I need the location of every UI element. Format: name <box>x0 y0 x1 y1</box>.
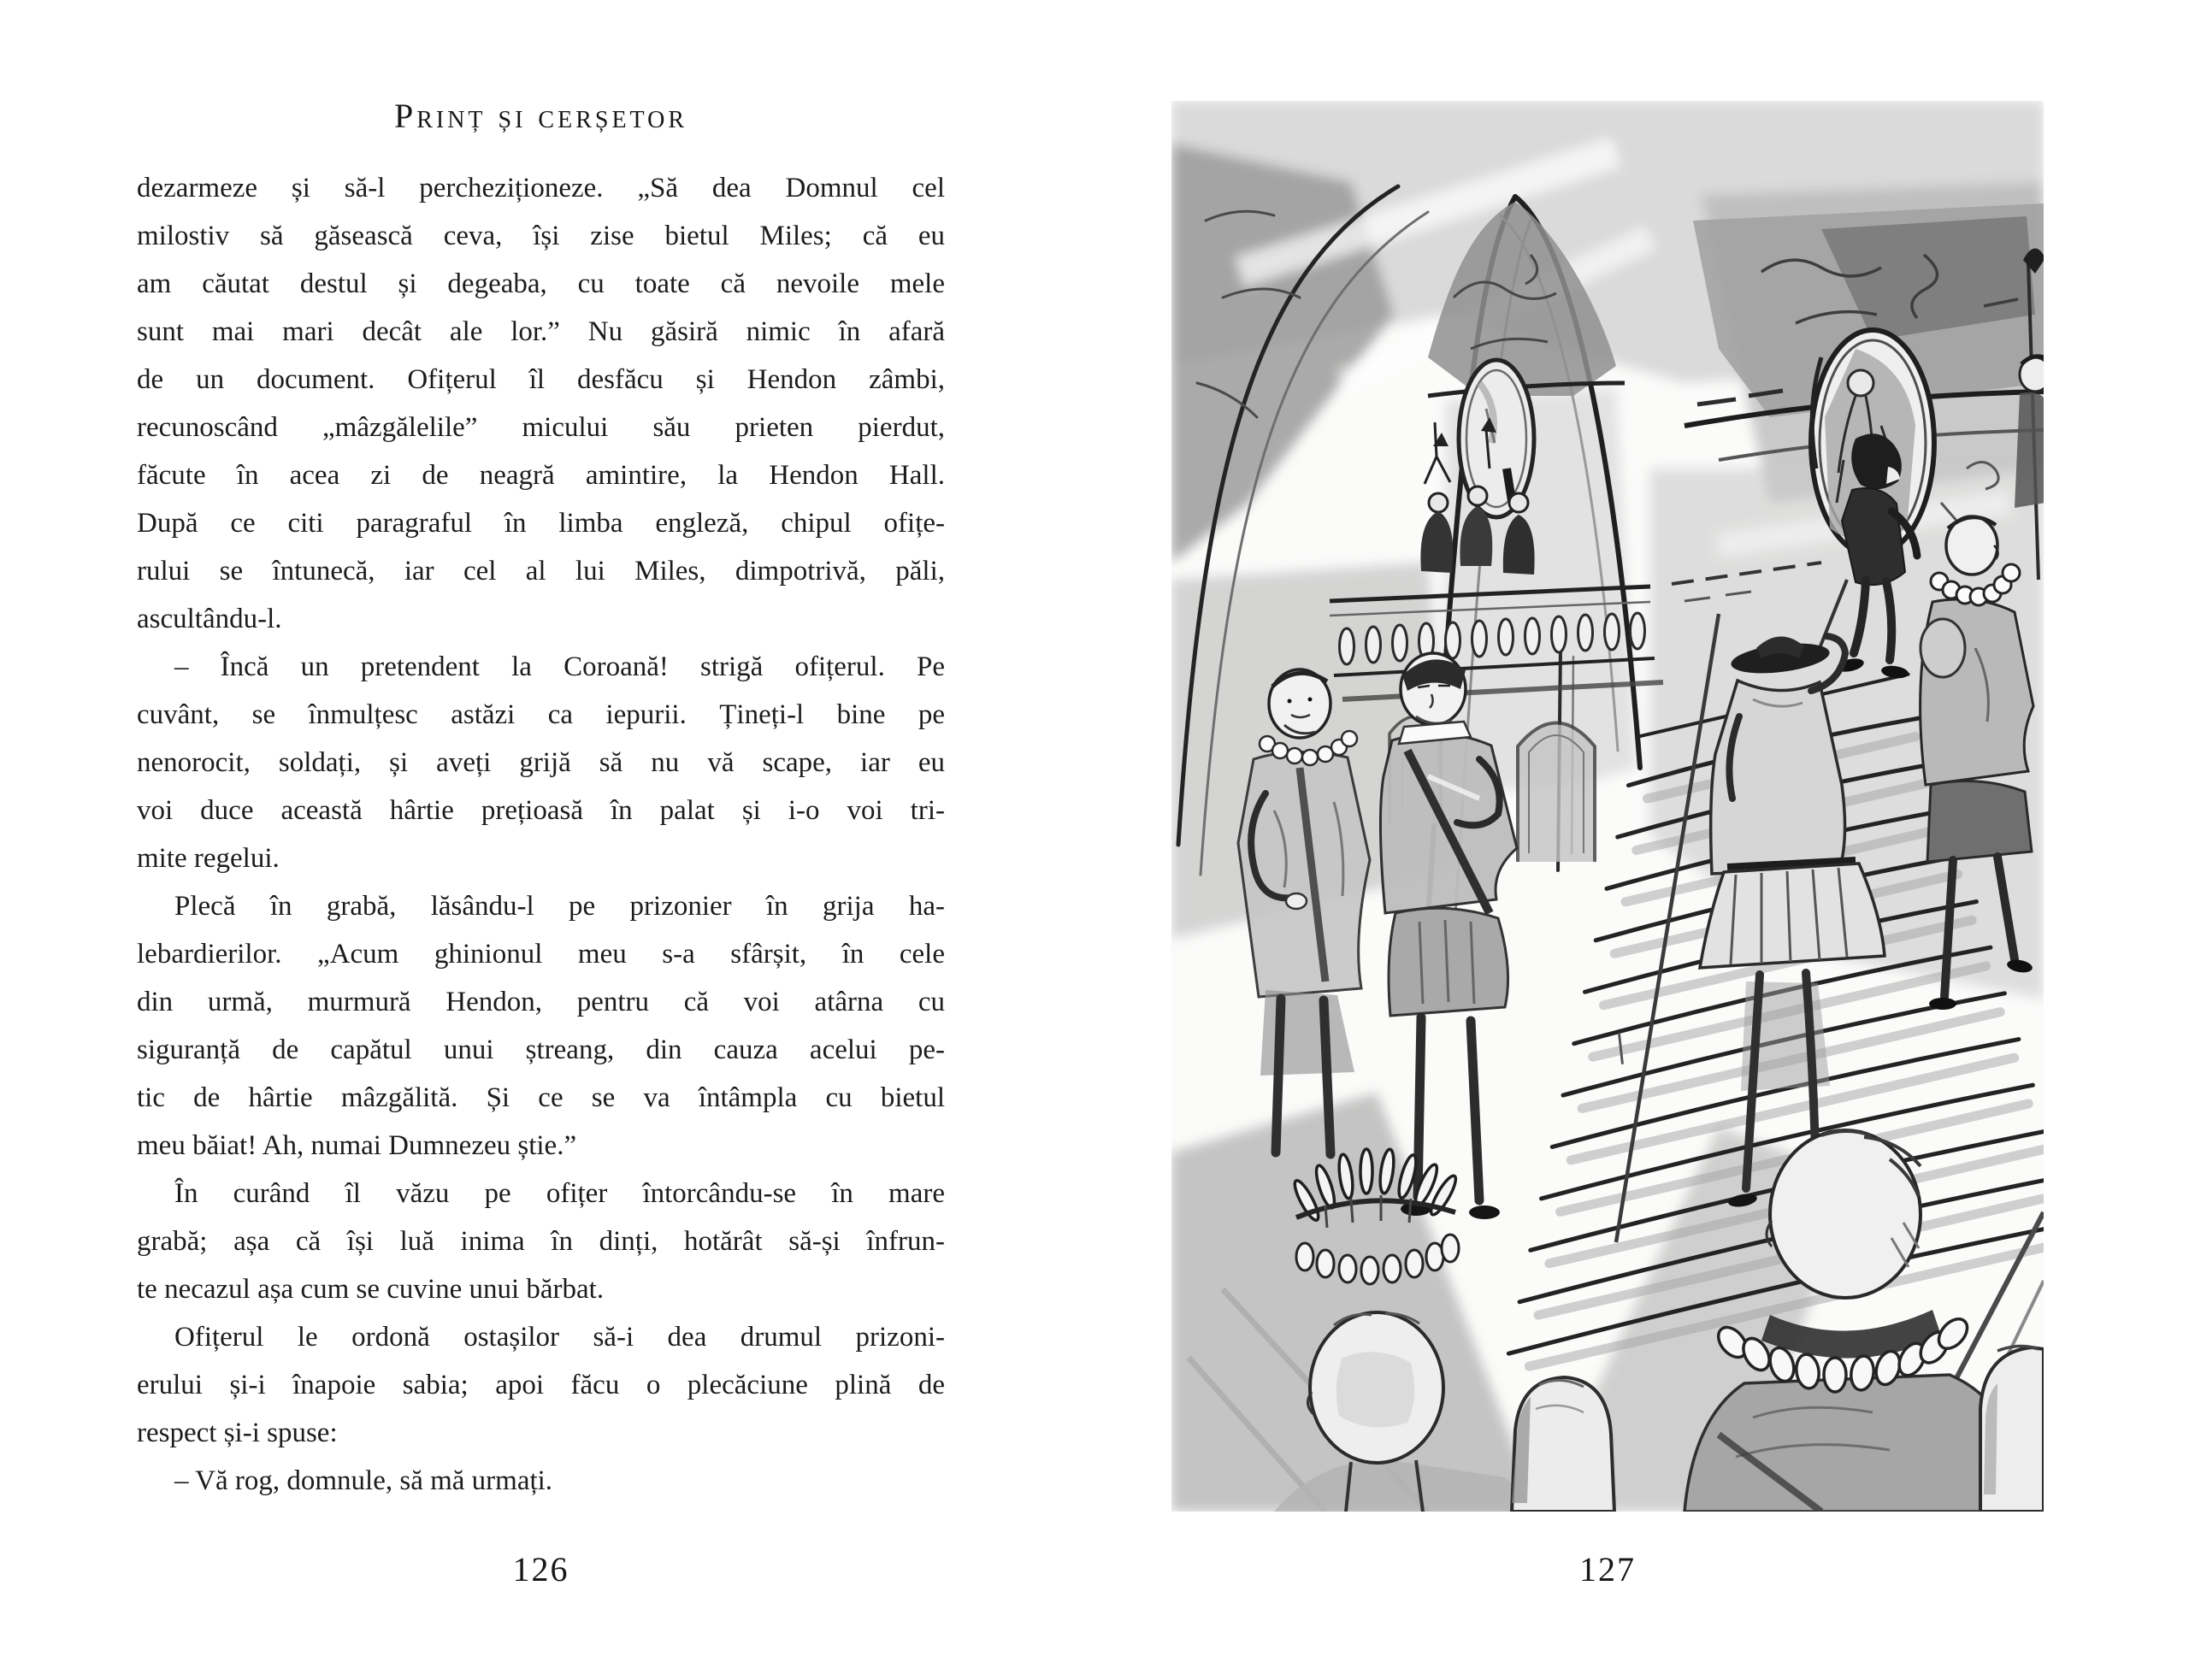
ink-wash-illustration <box>1171 101 2044 1512</box>
text-line: am căutat destul și degeaba, cu toate că nevoile mele <box>137 268 945 299</box>
text-line: După ce citi paragraful în limba engleză, chipul ofițe- <box>137 508 945 539</box>
text-line: Plecă în grabă, lăsându-l pe prizonier în grija ha- <box>174 891 945 922</box>
text-line: erului și-i înapoie sabia; apoi făcu o plecăciune plină de <box>137 1370 945 1400</box>
text-line: făcute în acea zi de neagră amintire, la Hendon Hall. <box>137 460 945 491</box>
text-line: – Vă rog, domnule, să mă urmați. <box>174 1465 553 1496</box>
text-line: meu băiat! Ah, numai Dumnezeu știe.” <box>137 1130 577 1161</box>
text-line: ascultându-l. <box>137 604 282 634</box>
text-line: milostiv să găsească ceva, își zise bietul Miles; că eu <box>137 221 945 251</box>
text-line: rului se întunecă, iar cel al lui Miles, dimpotrivă, păli, <box>137 556 945 587</box>
text-line: respect și-i spuse: <box>137 1418 338 1448</box>
text-line: recunoscând „mâzgălelile” micului său prieten pierdut, <box>137 412 945 443</box>
text-line: nenorocit, soldați, și aveți grijă să nu vă scape, iar eu <box>137 747 945 778</box>
text-line: voi duce această hârtie prețioasă în palat și i-o voi tri- <box>137 795 945 826</box>
text-line: te necazul așa cum se cuvine unui bărbat. <box>137 1274 605 1305</box>
text-line: În curând îl văzu pe ofițer întorcându-se în mare <box>174 1178 945 1209</box>
running-header: Prinț și cerșetor <box>393 97 688 135</box>
text-line: grabă; așa că își luă inima în dinți, hotărât să-și înfrun- <box>137 1226 945 1257</box>
page-number-right: 127 <box>1579 1550 1636 1589</box>
text-line: din urmă, murmură Hendon, pentru că voi atârna cu <box>137 987 945 1017</box>
page-number-left: 126 <box>512 1550 569 1589</box>
text-line: Ofițerul le ordonă ostașilor să-i dea drumul prizoni- <box>174 1322 945 1353</box>
text-line: cuvânt, se înmulțesc astăzi ca iepurii. Țineți-l bine pe <box>137 699 945 730</box>
illustration-plate <box>1171 101 2044 1512</box>
text-line: tic de hârtie mâzgălită. Și ce se va întâmpla cu bietul <box>137 1082 945 1113</box>
text-line: dezarmeze și să-l percheziționeze. „Să dea Domnul cel <box>137 173 945 203</box>
text-line: sunt mai mari decât ale lor.” Nu găsiră nimic în afară <box>137 316 945 347</box>
text-line: lebardierilor. „Acum ghinionul meu s-a sfârșit, în cele <box>137 939 945 970</box>
text-line: siguranță de capătul unui ștreang, din cauza acelui pe- <box>137 1035 945 1065</box>
text-line: de un document. Ofițerul îl desfăcu și Hendon zâmbi, <box>137 364 945 395</box>
text-line: mite regelui. <box>137 843 280 874</box>
body-text <box>137 164 945 1505</box>
text-line: – Încă un pretendent la Coroană! strigă ofițerul. Pe <box>174 651 945 682</box>
